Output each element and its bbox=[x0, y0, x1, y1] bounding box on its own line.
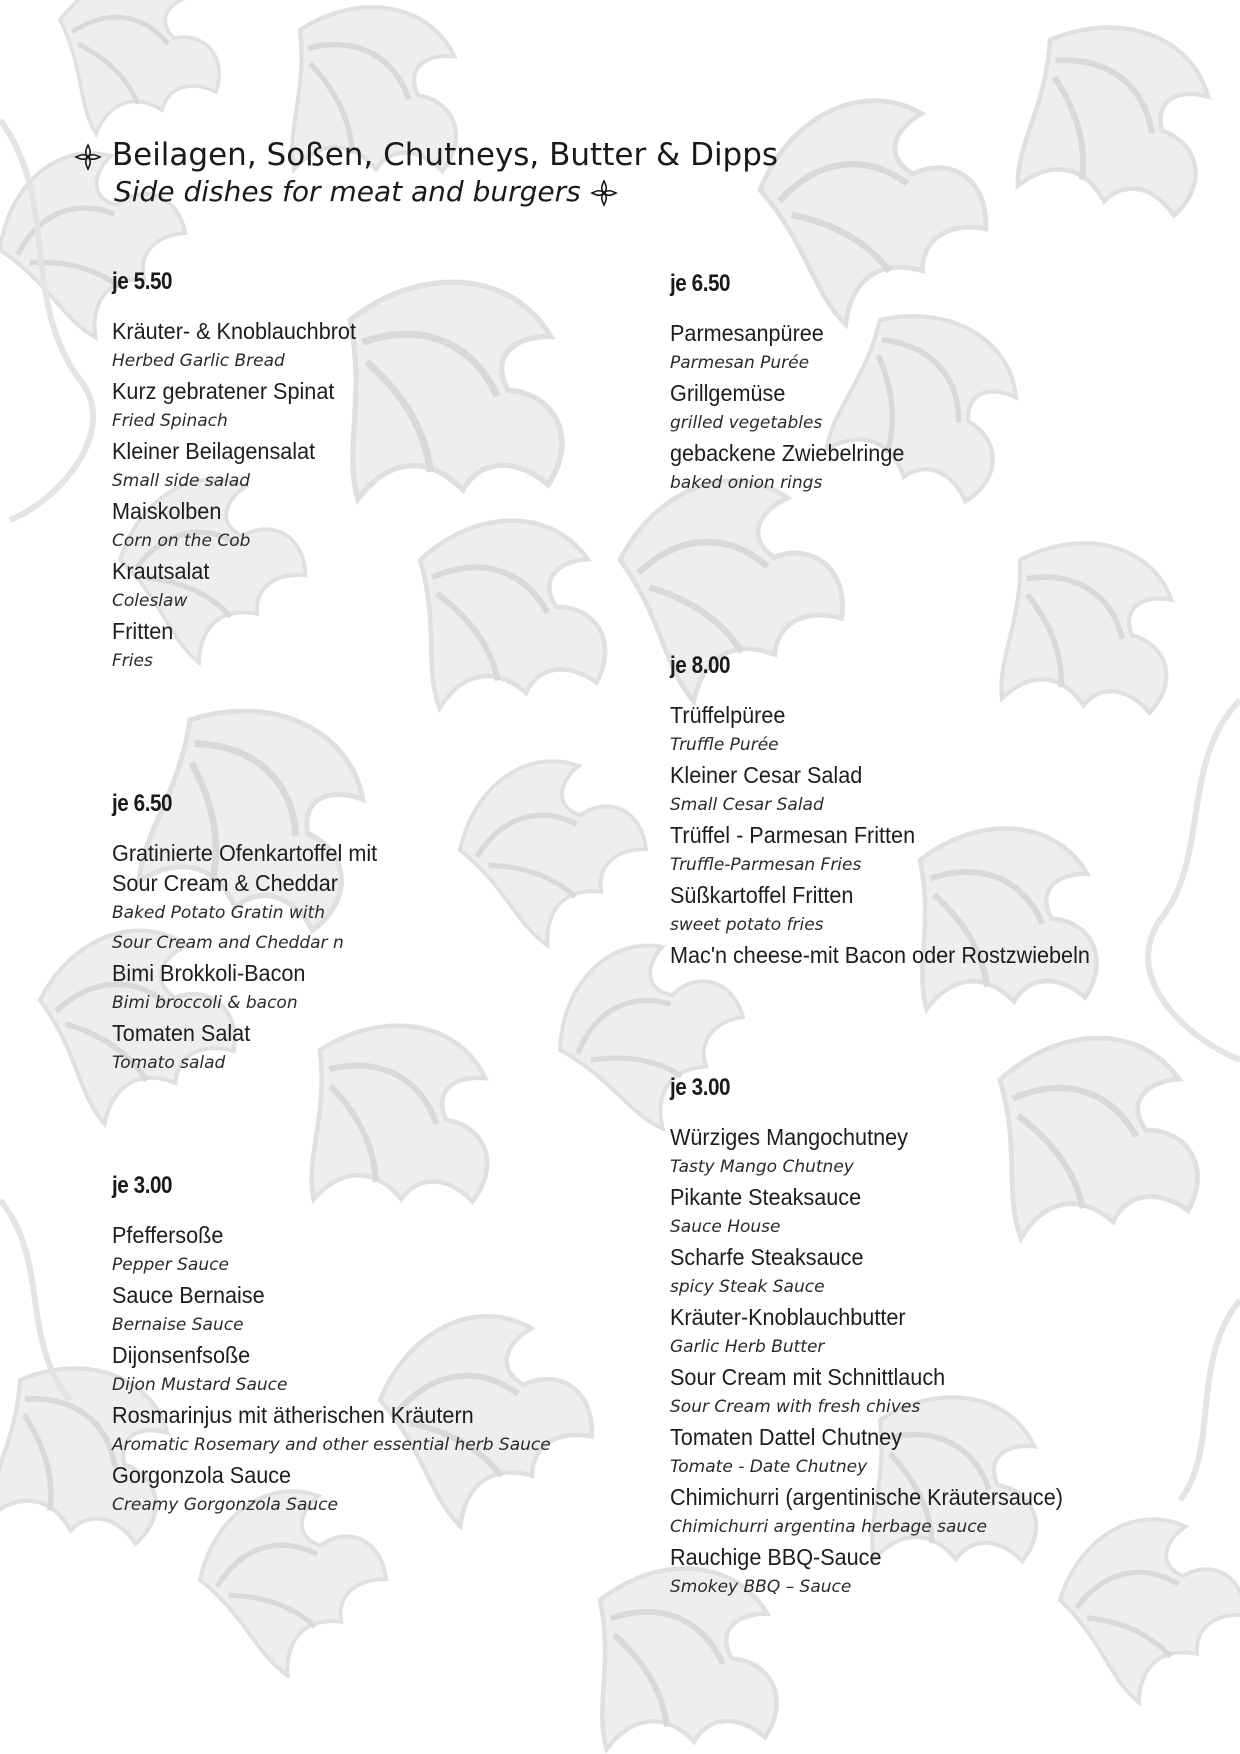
item-name-de: Grillgemüse bbox=[670, 380, 786, 406]
menu-item bbox=[670, 1182, 1190, 1242]
item-name-en: Herbed Garlic Bread bbox=[112, 351, 285, 371]
item-name-en: Bernaise Sauce bbox=[112, 1315, 244, 1335]
menu-item bbox=[112, 556, 632, 616]
header-subtitle: Side dishes for meat and burgers bbox=[114, 175, 581, 208]
item-name-de: Sauce Bernaise bbox=[112, 1282, 265, 1308]
menu-header bbox=[74, 136, 778, 210]
item-name-en: Tomate - Date Chutney bbox=[670, 1457, 868, 1477]
menu-item bbox=[670, 318, 1190, 378]
item-name-en: Truffle Purée bbox=[670, 735, 779, 755]
menu-item bbox=[670, 820, 1190, 880]
item-name-de: Kleiner Beilagensalat bbox=[112, 438, 316, 464]
item-name-de: Trüffel - Parmesan Fritten bbox=[670, 822, 916, 848]
item-name-en: sweet potato fries bbox=[670, 915, 824, 935]
menu-item bbox=[670, 1542, 1190, 1602]
section-price: je 8.00 bbox=[670, 652, 731, 679]
price-section-8-00 bbox=[670, 652, 1190, 970]
item-name-de: Kräuter-Knoblauchbutter bbox=[670, 1304, 906, 1330]
item-name-en: spicy Steak Sauce bbox=[670, 1277, 825, 1297]
item-name-de: Mac'n cheese-mit Bacon oder Rostzwiebeln bbox=[670, 942, 1090, 968]
menu-item bbox=[670, 880, 1190, 940]
menu-item bbox=[112, 436, 632, 496]
item-name-en: Chimichurri argentina herbage sauce bbox=[670, 1517, 988, 1537]
item-name-de: Pikante Steaksauce bbox=[670, 1184, 862, 1210]
menu-item bbox=[112, 616, 632, 676]
item-name-en: Corn on the Cob bbox=[112, 531, 251, 551]
item-name-en: Sauce House bbox=[670, 1217, 781, 1237]
item-name-en: Parmesan Purée bbox=[670, 353, 810, 373]
item-name-en: grilled vegetables bbox=[670, 413, 823, 433]
menu-item bbox=[670, 940, 1190, 970]
item-name-de: Krautsalat bbox=[112, 558, 210, 584]
menu-item bbox=[112, 316, 632, 376]
item-name-de: Sour Cream mit Schnittlauch bbox=[670, 1364, 946, 1390]
item-name-de: Pfeffersoße bbox=[112, 1222, 224, 1248]
item-name-de: Kleiner Cesar Salad bbox=[670, 762, 863, 788]
item-name-de: Trüffelpüree bbox=[670, 702, 786, 728]
item-name-en: Bimi broccoli & bacon bbox=[112, 993, 298, 1013]
item-name-de: Tomaten Salat bbox=[112, 1020, 251, 1046]
header-title-line bbox=[74, 136, 778, 174]
item-name-de: Maiskolben bbox=[112, 498, 222, 524]
item-name-de: Parmesanpüree bbox=[670, 320, 824, 346]
section-price: je 6.50 bbox=[670, 270, 731, 297]
menu-item bbox=[112, 1220, 632, 1280]
header-subtitle-line bbox=[74, 174, 778, 210]
item-name-en: Sour Cream with fresh chives bbox=[670, 1397, 921, 1417]
menu-item bbox=[670, 1362, 1190, 1422]
item-name-en: baked onion rings bbox=[670, 473, 823, 493]
price-section-3-00-right bbox=[670, 1074, 1190, 1602]
menu-item bbox=[112, 1400, 632, 1460]
item-name-de: gebackene Zwiebelringe bbox=[670, 440, 905, 466]
item-name-en: Fries bbox=[112, 651, 153, 671]
item-name-en: Small Cesar Salad bbox=[670, 795, 824, 815]
menu-item bbox=[112, 1018, 632, 1078]
menu-item bbox=[112, 838, 632, 868]
item-name-en: Fried Spinach bbox=[112, 411, 228, 431]
menu-item bbox=[670, 378, 1190, 438]
menu-item bbox=[112, 958, 632, 1018]
section-price: je 5.50 bbox=[112, 268, 173, 295]
item-name-en: Creamy Gorgonzola Sauce bbox=[112, 1495, 338, 1515]
menu-item bbox=[112, 376, 632, 436]
header-title: Beilagen, Soßen, Chutneys, Butter & Dipps bbox=[111, 137, 779, 173]
menu-item bbox=[112, 1280, 632, 1340]
menu-item bbox=[112, 868, 632, 928]
section-price: je 3.00 bbox=[670, 1074, 731, 1101]
item-name-en: Tomato salad bbox=[112, 1053, 226, 1073]
price-section-6-50-left bbox=[112, 790, 632, 1078]
menu-item bbox=[670, 1122, 1190, 1182]
item-name-de: Gorgonzola Sauce bbox=[112, 1462, 292, 1488]
item-name-de: Chimichurri (argentinische Kräutersauce) bbox=[670, 1484, 1063, 1510]
item-name-de: Bimi Brokkoli-Bacon bbox=[112, 960, 306, 986]
menu-item bbox=[670, 1482, 1190, 1542]
item-name-de: Gratinierte Ofenkartoffel mit bbox=[112, 840, 378, 866]
item-name-en: Baked Potato Gratin with bbox=[112, 903, 325, 923]
menu-item bbox=[112, 928, 632, 958]
item-name-en: Truffle-Parmesan Fries bbox=[670, 855, 862, 875]
item-name-de: Kurz gebratener Spinat bbox=[112, 378, 335, 404]
menu-item bbox=[112, 1460, 632, 1520]
price-section-3-00-left bbox=[112, 1172, 632, 1520]
item-name-en: Tasty Mango Chutney bbox=[670, 1157, 854, 1177]
menu-item bbox=[112, 496, 632, 556]
item-name-de: Rauchige BBQ-Sauce bbox=[670, 1544, 882, 1570]
price-section-6-50-right bbox=[670, 270, 1190, 498]
menu-item bbox=[670, 1422, 1190, 1482]
item-name-en: Garlic Herb Butter bbox=[670, 1337, 825, 1357]
item-name-en: Small side salad bbox=[112, 471, 251, 491]
four-point-cross-ornament-icon bbox=[590, 179, 618, 207]
menu-item bbox=[670, 1302, 1190, 1362]
item-name-de: Tomaten Dattel Chutney bbox=[670, 1424, 902, 1450]
item-name-en: Smokey BBQ – Sauce bbox=[670, 1577, 852, 1597]
item-name-de: Rosmarinjus mit ätherischen Kräutern bbox=[112, 1402, 474, 1428]
item-name-de: Süßkartoffel Fritten bbox=[670, 882, 854, 908]
menu-item bbox=[670, 760, 1190, 820]
item-name-en: Dijon Mustard Sauce bbox=[112, 1375, 288, 1395]
menu-item bbox=[670, 438, 1190, 498]
menu-item bbox=[670, 1242, 1190, 1302]
item-name-en: Sour Cream and Cheddar n bbox=[112, 933, 344, 953]
section-price: je 6.50 bbox=[112, 790, 173, 817]
section-price: je 3.00 bbox=[112, 1172, 173, 1199]
item-name-de: Dijonsenfsoße bbox=[112, 1342, 251, 1368]
item-name-de: Fritten bbox=[112, 618, 174, 644]
item-name-en: Coleslaw bbox=[112, 591, 188, 611]
item-name-de: Kräuter- & Knoblauchbrot bbox=[112, 318, 356, 344]
four-point-cross-ornament-icon bbox=[74, 143, 102, 171]
item-name-en: Pepper Sauce bbox=[112, 1255, 229, 1275]
menu-item bbox=[670, 700, 1190, 760]
menu-item bbox=[112, 1340, 632, 1400]
item-name-de: Würziges Mangochutney bbox=[670, 1124, 908, 1150]
price-section-5-50 bbox=[112, 268, 632, 676]
item-name-de: Scharfe Steaksauce bbox=[670, 1244, 864, 1270]
item-name-en: Aromatic Rosemary and other essential herb Sauce bbox=[112, 1435, 551, 1455]
item-name-de: Sour Cream & Cheddar bbox=[112, 870, 338, 896]
